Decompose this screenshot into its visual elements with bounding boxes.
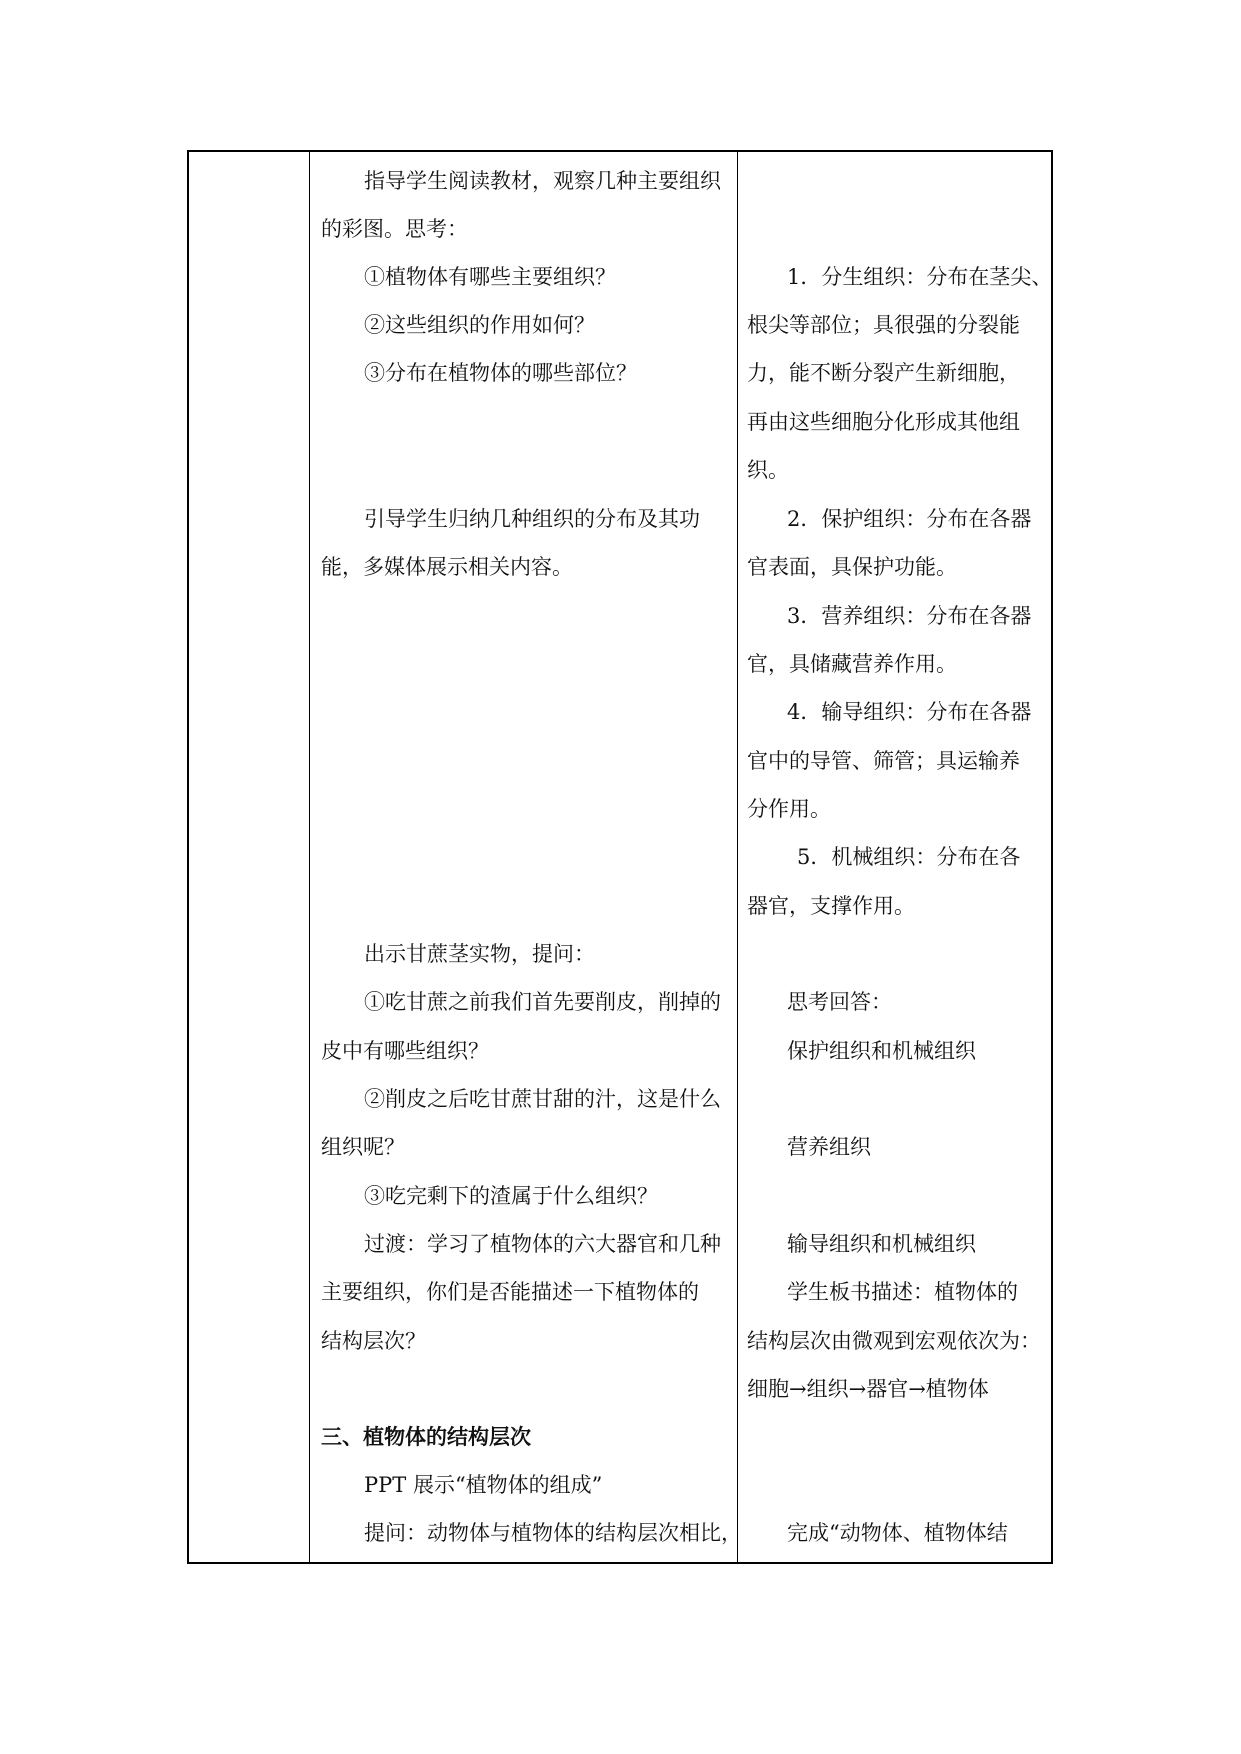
- teacher-line: PPT 展示“植物体的组成”: [364, 1473, 603, 1497]
- teacher-line: ③吃完剩下的渣属于什么组织？: [364, 1184, 658, 1208]
- teacher-line: ①吃甘蔗之前我们首先要削皮，削掉的: [364, 990, 721, 1014]
- student-line: 营养组织: [787, 1135, 871, 1159]
- student-line: 学生板书描述：植物体的: [787, 1280, 1018, 1304]
- teacher-line: 出示甘蔗茎实物，提问：: [364, 942, 595, 966]
- teacher-line: 过渡：学习了植物体的六大器官和几种: [364, 1232, 721, 1256]
- teacher-line: 引导学生归纳几种组织的分布及其功: [364, 507, 700, 531]
- lesson-plan-table: [187, 150, 1053, 1564]
- student-line: 4．输导组织：分布在各器: [787, 700, 1032, 724]
- student-line: 官中的导管、筛管；具运输养: [747, 749, 1020, 773]
- student-line: 1．分生组织：分布在茎尖、: [787, 265, 1053, 289]
- student-line: 官表面，具保护功能。: [747, 555, 957, 579]
- student-line: 织。: [747, 458, 789, 482]
- student-line: 根尖等部位；具很强的分裂能: [747, 313, 1020, 337]
- student-line: 器官，支撑作用。: [747, 894, 915, 918]
- teacher-activity-column: [309, 152, 742, 1562]
- student-activity-column: [737, 152, 1051, 1562]
- section-heading: 三、植物体的结构层次: [321, 1425, 531, 1449]
- teacher-line: 能，多媒体展示相关内容。: [321, 555, 573, 579]
- student-line: 2．保护组织：分布在各器: [787, 507, 1032, 531]
- teacher-line: ①植物体有哪些主要组织？: [364, 265, 616, 289]
- student-line: 结构层次由微观到宏观依次为：: [747, 1329, 1041, 1353]
- student-line: 力，能不断分裂产生新细胞，: [747, 361, 1020, 385]
- teacher-line: ②这些组织的作用如何？: [364, 313, 595, 337]
- teacher-line: 皮中有哪些组织？: [321, 1039, 489, 1063]
- student-line: 官，具储藏营养作用。: [747, 652, 957, 676]
- student-line: 输导组织和机械组织: [787, 1232, 976, 1256]
- student-line: 5．机械组织：分布在各: [797, 845, 1021, 869]
- student-line: 细胞→组织→器官→植物体: [747, 1377, 989, 1401]
- student-line: 再由这些细胞分化形成其他组: [747, 410, 1020, 434]
- teacher-line: 提问：动物体与植物体的结构层次相比，: [364, 1521, 742, 1545]
- student-line: 完成“动物体、植物体结: [787, 1521, 1008, 1545]
- teacher-line: ③分布在植物体的哪些部位？: [364, 361, 637, 385]
- student-line: 分作用。: [747, 797, 831, 821]
- teacher-line: ②削皮之后吃甘蔗甘甜的汁，这是什么: [364, 1087, 721, 1111]
- teacher-line: 指导学生阅读教材，观察几种主要组织: [364, 169, 721, 193]
- teacher-line: 的彩图。思考：: [321, 217, 468, 241]
- student-line: 保护组织和机械组织: [787, 1039, 976, 1063]
- teacher-line: 主要组织，你们是否能描述一下植物体的: [321, 1280, 699, 1304]
- student-line: 3．营养组织：分布在各器: [787, 604, 1032, 628]
- student-line: 思考回答：: [787, 990, 892, 1014]
- teacher-line: 结构层次？: [321, 1329, 426, 1353]
- teacher-line: 组织呢？: [321, 1135, 405, 1159]
